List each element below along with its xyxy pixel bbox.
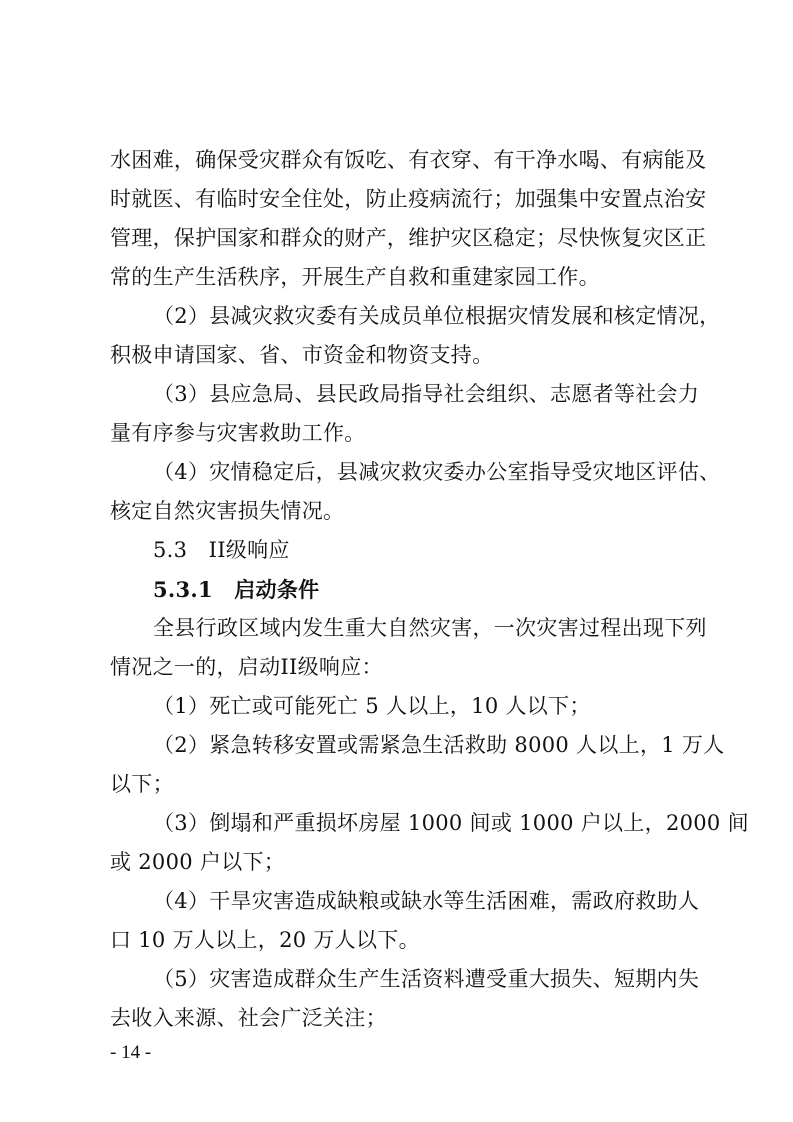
text-line: 情况之一的，启动II级响应：	[110, 655, 383, 679]
text-line: 时就医、有临时安全住处，防止疫病流行；加强集中安置点治安	[110, 187, 707, 211]
text-line: 核定自然灾害损失情况。	[110, 499, 345, 523]
text-line: 量有序参与灾害救助工作。	[110, 421, 366, 445]
text-line: 水困难，确保受灾群众有饭吃、有衣穿、有干净水喝、有病能及	[110, 148, 707, 172]
text-line: 5.3 II级响应	[153, 538, 290, 562]
text-line: 以下；	[110, 772, 174, 796]
text-line: 全县行政区域内发生重大自然灾害，一次灾害过程出现下列	[153, 616, 707, 640]
text-line: 去收入来源、社会广泛关注；	[110, 1006, 387, 1030]
text-line: （2）紧急转移安置或需紧急生活救助 8000 人以上，1 万人	[153, 733, 725, 757]
text-line: （4）干旱灾害造成缺粮或缺水等生活困难，需政府救助人	[153, 889, 700, 913]
page-number: - 14 -	[110, 1042, 152, 1063]
text-line: 或 2000 户以下；	[110, 850, 286, 874]
text-line: 管理，保护国家和群众的财产，维护灾区稳定；尽快恢复灾区正	[110, 226, 707, 250]
text-line: （2）县减灾救灾委有关成员单位根据灾情发展和核定情况，	[153, 304, 721, 328]
section-heading-line: 5.3.1 启动条件	[153, 577, 320, 602]
text-line: 积极申请国家、省、市资金和物资支持。	[110, 343, 494, 367]
text-line: （3）倒塌和严重损坏房屋 1000 间或 1000 户以上，2000 间	[153, 811, 749, 835]
text-line: （3）县应急局、县民政局指导社会组织、志愿者等社会力	[153, 382, 700, 406]
text-line: 常的生产生活秩序，开展生产自救和重建家园工作。	[110, 265, 600, 289]
body-text	[110, 141, 749, 1038]
text-line: （4）灾情稳定后，县减灾救灾委办公室指导受灾地区评估、	[153, 460, 721, 484]
text-line: （5）灾害造成群众生产生活资料遭受重大损失、短期内失	[153, 967, 700, 991]
text-line: 口 10 万人以上，20 万人以下。	[110, 928, 420, 952]
text-line: （1）死亡或可能死亡 5 人以上，10 人以下；	[153, 694, 591, 718]
